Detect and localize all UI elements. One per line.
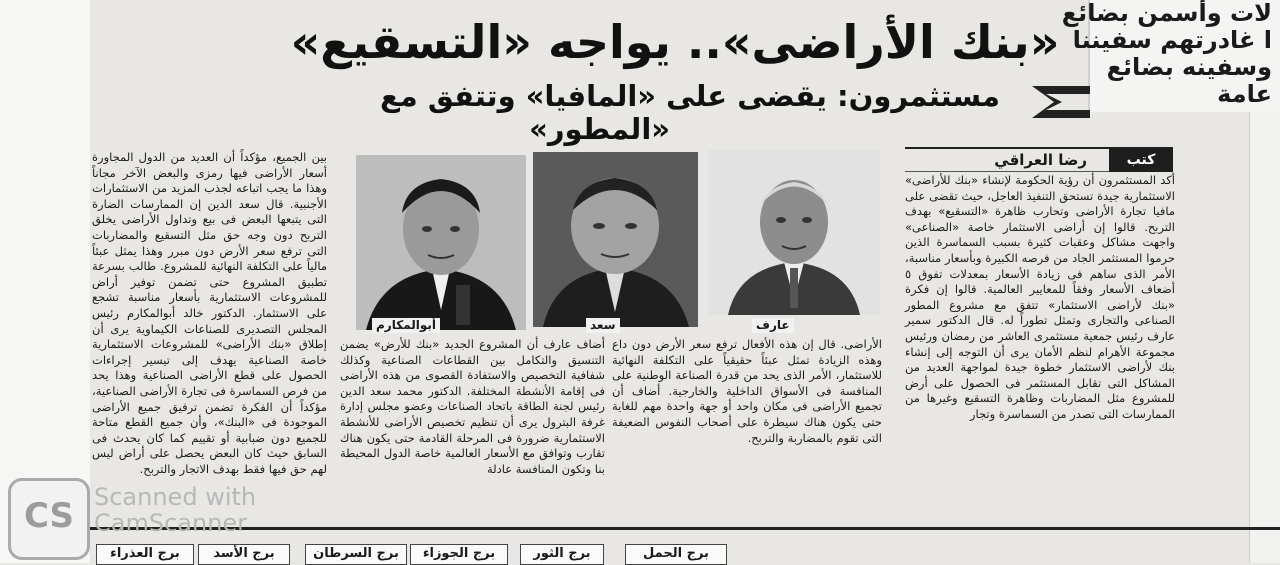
scanner-watermark bbox=[94, 484, 256, 536]
corner-line: لات وأسمن بضائع bbox=[1061, 0, 1272, 27]
photo-caption: سعد bbox=[586, 318, 620, 333]
corner-article-fragment bbox=[1061, 0, 1280, 112]
portrait-saad-image bbox=[533, 152, 698, 327]
portrait-photo-aref bbox=[708, 150, 880, 315]
corner-line: ا غادرتهم سفيننا bbox=[1072, 26, 1272, 54]
article-column-right bbox=[905, 173, 1175, 523]
portrait-abulmakarem-image bbox=[356, 155, 526, 330]
byline-author: رضا العراقي bbox=[994, 151, 1087, 169]
photo-caption: عارف bbox=[752, 318, 794, 333]
horoscope-tab: برج الحمل bbox=[625, 544, 727, 565]
section-divider bbox=[90, 527, 1280, 530]
watermark-line-1: Scanned with bbox=[94, 483, 257, 511]
horoscope-tab: برج السرطان bbox=[305, 544, 407, 565]
photo-caption: أبوالمكارم bbox=[372, 318, 440, 333]
article-column-middle bbox=[612, 337, 882, 522]
portrait-photo-saad bbox=[533, 152, 698, 327]
column-paragraph: أضاف عارف أن المشروع الجديد «بنك للأرض» يضمن التنسيق والتكامل بين القطاعات الصناعية وكذلك شفافية التخصيص والاستفادة القصوى من هذه الأراضى فى إقامة الأنشطة المختلفة. الدكتور محمد سعد الدين رئيس لجنة الطاقة باتحاد الصناعات وعضو مجلس إدارة غرفة البترول يرى أن تنظيم تخصيص الأراضى للأنشطة الاستثمارية ضرورة فى المرحلة القادمة حتى يكون هناك تقارب وتوافق مع الأسعار العالمية خاصة الدول المحيطة بنا وتكون المنافسة عادلة bbox=[340, 337, 605, 476]
article-subheadline bbox=[160, 80, 1000, 146]
column-paragraph: الأراضى. قال إن هذه الأفعال ترفع سعر الأرض دون داع وهذه الزيادة تمثل عبئاً حقيقياً على التكلفة النهائية للاستثمار، الأمر الذى يحد من قدرة الصناعة الوطنية على المنافسة فى الأسواق الداخلية والخارجية. أضاف أن تجميع الأراضى فى مكان واحد أو جهة واحدة مهم للغاية حتى يكون هناك سيطرة على أصحاب النفوس الضعيفة التى تقوم بالمضاربة والتربح. bbox=[612, 337, 882, 445]
article-column-middle-left bbox=[340, 337, 605, 522]
horoscope-tab: برج الأسد bbox=[198, 544, 290, 565]
portrait-photo-abulmakarem bbox=[356, 155, 526, 330]
byline-label: كتب bbox=[1109, 148, 1173, 172]
watermark-line-2: CamScanner bbox=[94, 509, 248, 537]
chevron-decoration-icon bbox=[1032, 82, 1090, 122]
portrait-aref-image bbox=[708, 150, 880, 315]
column-paragraph: أكد المستثمرون أن رؤية الحكومة لإنشاء «بنك للأراضى» الاستثمارية جيدة تستحق التنفيذ العاجل، حيث تقضى على مافيا تجارة الأراضى وتحارب ظاهرة «التسقيع» بهدف التربح. قالوا إن أراضى الاستثمار خاصة «الصناعى» واجهت مشاكل وعقبات كثيرة بسبب السماسرة الذين حرموا المستثمر الجاد من فرصه الكبيرة وبأسعار مناسبة، الأمر الذى ساهم فى زيادة الأسعار بمعدلات تفوق ٥ أضعاف الأسعار وفقاً للمعايير العالمية. قالوا إن فكرة «بنك لأراضى الاستثمار» تتفق مع مشروع المطور الصناعى والتجارى وتمثل تطوراً له. قال الدكتور سمير عارف رئيس جمعية مستثمرى العاشر من رمضان ورئيس مجموعة الأهرام لنظم الأمان يرى أن التوجه إلى إنشاء بنك لأراضى الاستثمار خطوة جيدة لمواجهة العديد من المشاكل التى تقابل المستثمر فى الحصول على أرض للمشروع مثل المضاربات وظاهرة التسقيع وغيرها من الممارسات التى تصدر من السماسرة وتجار bbox=[905, 173, 1175, 421]
article-headline: «بنك الأراضى».. يواجه «التسقيع» bbox=[290, 15, 1060, 69]
camscanner-logo-icon bbox=[8, 478, 90, 560]
article-column-left bbox=[92, 150, 327, 515]
column-paragraph: بين الجميع، مؤكداً أن العديد من الدول المجاورة أسعار الأراضى فيها رمزى والبعض الآخر مجاناً وهذا ما يجب اتباعه لجذب المزيد من الاستثمارات الأجنبية. قال سعد الدين إن الممارسات الضارة التى يتبعها البعض فى بيع وتداول الأراضى يخلق التربح دون وجه حق مثل التسقيع والمضاربات التى ترفع سعر الأرض دون مبرر وهذا يمثل عبئاً مالياً على التكلفة النهائية للمشروع. طالب بسرعة تطبيق المشروع حتى تضمن توفير أراض للمشروعات الاستثمارية بأسعار مناسبة تشجع على الاستثمار. الدكتور خالد أبوالمكارم رئيس المجلس التصديرى للصناعات الكيماوية يرى أن إطلاق «بنك الأراضى» للمشروعات الاستثمارية خاصة الصناعية يهدف إلى تيسير إجراءات الحصول على قطع الأراضى الصناعية وهذا يحد من فرص السماسرة فى تجارة الأراضى الصناعية، مؤكداً أن الفكرة تضمن ترفيق جميع الأراضى الموجودة فى «البنك»، وأن جميع القطع متاحة للجميع دون ضبابية أو تقييم كما كان يحدث فى السابق حيث كان البعض يحصل على أراض ليس لهم حق فيها فقط بهدف الاتجار والتربح. bbox=[92, 150, 327, 476]
subheadline-line-2: «المطور» bbox=[529, 112, 670, 146]
watermark-logo-text: CS bbox=[23, 496, 75, 536]
byline bbox=[905, 147, 1173, 172]
right-margin-strip bbox=[1249, 112, 1280, 563]
horoscope-tab: برج الجوزاء bbox=[410, 544, 508, 565]
corner-line: عامة bbox=[1217, 80, 1272, 108]
corner-line: وسفينه بضائع bbox=[1106, 53, 1272, 81]
subheadline-line-1: مستثمرون: يقضى على «المافيا» وتتفق مع bbox=[379, 79, 1000, 113]
horoscope-tab: برج العذراء bbox=[96, 544, 194, 565]
horoscope-tab: برج الثور bbox=[520, 544, 604, 565]
